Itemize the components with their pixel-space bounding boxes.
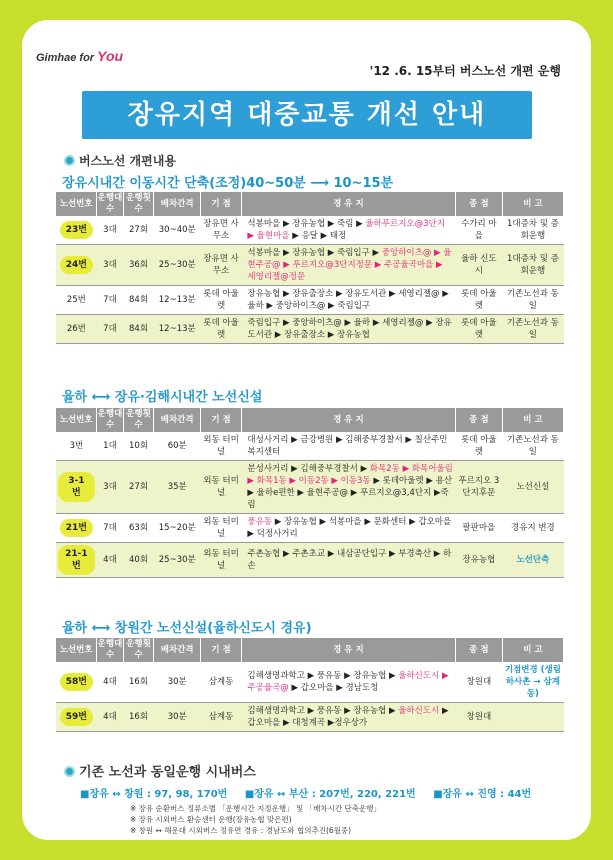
route-number [56, 514, 97, 543]
via-text: 주촌농협 ▶ 주촌초교 ▶ 내삼공단입구 ▶ 부경축산 ▶ 하손 [247, 549, 452, 571]
column-header: 운행대수 [97, 409, 123, 430]
dispatch-interval: 30분 [154, 662, 201, 703]
column-header: 배차간격 [154, 638, 201, 662]
route-table-2 [56, 408, 564, 578]
existing-routes [80, 785, 545, 800]
via-new-stops: 율하신도시 [398, 706, 440, 716]
column-header: 운행횟수 [123, 408, 154, 432]
table-row [56, 286, 564, 315]
run-count: 16회 [123, 703, 154, 732]
column-header: 운행횟수 [123, 638, 154, 662]
dispatch-interval: 15~20분 [154, 514, 201, 543]
route-number-label: 26번 [66, 324, 86, 334]
route-number-label: 21번 [60, 519, 93, 537]
table-row [56, 662, 564, 703]
column-header: 운행횟수 [123, 192, 154, 216]
table-row [56, 514, 564, 543]
start-point: 장유면 사무소 [201, 216, 242, 245]
vehicle-count: 7대 [97, 315, 123, 344]
end-point: 롯데 아울렛 [455, 286, 502, 315]
route-number [56, 703, 97, 732]
remarks: 기존노선과 동일 [502, 315, 563, 344]
remarks: 노선단축 [502, 543, 563, 578]
route-number-label: 24번 [60, 256, 93, 274]
bullet-icon [64, 766, 75, 777]
start-point: 외동 터미널 [201, 543, 242, 578]
vehicle-count: 4대 [97, 703, 123, 732]
vehicle-count: 1대 [97, 432, 123, 461]
end-point: 푸르지오 3단지후문 [455, 461, 502, 514]
route-changwon: ■장유 ↔ 창원 : 97, 98, 170번 [80, 789, 228, 800]
run-count: 63회 [123, 514, 154, 543]
route-number-label: 21-1번 [58, 545, 95, 575]
vehicle-count: 4대 [97, 543, 123, 578]
remarks: 노선신설 [502, 461, 563, 514]
via-stops [241, 216, 455, 245]
vehicle-count: 7대 [97, 286, 123, 315]
table-row [56, 703, 564, 732]
run-count: 10회 [123, 432, 154, 461]
via-new-stops: 중앙하이츠@ ▶ 율현주공@ ▶ 푸르지오@3단지정문 ▶ 주공율곡마을 ▶ 세영리젤@정문 [247, 248, 452, 282]
route-number-label: 3번 [69, 441, 84, 451]
via-text: 장유농협 ▶ 장유출장소 ▶ 장유도서관 ▶ 세영리젤@ ▶ 율하 ▶ 중앙하이츠@ ▶ 죽림입구 [247, 289, 449, 311]
vehicle-count: 3대 [97, 216, 123, 245]
vehicle-count: 3대 [97, 461, 123, 514]
table-row [56, 461, 564, 514]
remarks [502, 703, 563, 732]
via-text: 석봉마을 ▶ 장유농협 ▶ 죽림입구 ▶ [247, 248, 382, 258]
table-row [56, 315, 564, 344]
via-stops [241, 315, 455, 344]
flyer-page [22, 20, 591, 840]
run-count: 16회 [123, 662, 154, 703]
via-new-stops: 율하푸르지오@3단지 ▶ 율현마을 [247, 219, 445, 241]
column-header: 노선번호 [56, 192, 97, 216]
route-number-label: 3-1번 [58, 472, 95, 502]
via-stops [241, 461, 455, 514]
column-header: 경 유 지 [241, 638, 455, 662]
remarks: 기존노선과 동일 [502, 432, 563, 461]
column-header: 종 점 [455, 638, 502, 662]
end-point: 롯데 아울렛 [455, 315, 502, 344]
via-text: 대성사거리 ▶ 금강병원 ▶ 김해중부경찰서 ▶ 칠산주민복지센터 [247, 435, 448, 457]
end-point: 창원대 [455, 703, 502, 732]
vehicle-count: 7대 [97, 514, 123, 543]
run-count: 84회 [123, 315, 154, 344]
route-number-label: 25번 [66, 295, 86, 305]
dispatch-interval: 12~13분 [154, 286, 201, 315]
route-number [56, 245, 97, 286]
via-stops [241, 703, 455, 732]
footnotes [130, 803, 381, 836]
via-stops [241, 514, 455, 543]
route-number-label: 58번 [60, 673, 93, 691]
footnote: ※ 장유 순환버스 정류소별 「운행시간 지정운행」 및 「배차시간 단축운행」 [130, 804, 381, 813]
run-count: 40회 [123, 543, 154, 578]
route-number [56, 543, 97, 578]
vehicle-count: 4대 [97, 662, 123, 703]
via-stops [241, 543, 455, 578]
start-point: 외동 터미널 [201, 461, 242, 514]
page-title: 장유지역 대중교통 개선 안내 [82, 91, 532, 139]
start-point: 외동 터미널 [201, 514, 242, 543]
column-header: 종 점 [455, 408, 502, 432]
route-heading-1: 장유시내간 이동시간 단축(조정)40~50분 ⟶ 10~15분 [62, 176, 394, 191]
route-number [56, 216, 97, 245]
via-text: ▶ 갑오마을 ▶ 경남도청 [288, 683, 379, 693]
dispatch-interval: 25~30분 [154, 245, 201, 286]
route-heading-2: 율하 ⟷ 장유·김해시내간 노선신설 [62, 390, 263, 405]
run-count: 27회 [123, 461, 154, 514]
column-header: 운행대수 [97, 193, 123, 214]
via-new-stops: 율하신도시 ▶ 주공율곡@ [247, 671, 449, 693]
run-count: 84회 [123, 286, 154, 315]
via-new-stops: 화목2동 ▶ 화목어울림 ▶ 화목1동 ▶ 이동2동 ▶ 이동3동 [247, 464, 453, 486]
via-text: 죽림입구 ▶ 중앙하이츠@ ▶ 율하 ▶ 세영리젤@ ▶ 장유도서관 ▶ 장유출장소 ▶ 장유농협 [247, 318, 452, 340]
column-header: 경 유 지 [241, 408, 455, 432]
remarks: 경유지 변경 [502, 514, 563, 543]
start-point: 삼계동 [201, 662, 242, 703]
gimhae-logo: Gimhae for You [36, 48, 124, 64]
dispatch-interval: 25~30분 [154, 543, 201, 578]
route-number [56, 315, 97, 344]
dispatch-interval: 30분 [154, 703, 201, 732]
table-header-row [56, 638, 564, 662]
via-text: 김해생명과학고 ▶ 풍유동 ▶ 장유농협 ▶ [247, 706, 399, 716]
run-count: 36회 [123, 245, 154, 286]
end-point: 장유농협 [455, 543, 502, 578]
effective-date: '12 .6. 15부터 버스노선 개편 운행 [369, 64, 561, 78]
column-header: 노선번호 [56, 408, 97, 432]
column-header: 기 점 [201, 192, 242, 216]
via-stops [241, 662, 455, 703]
column-header: 비 고 [502, 638, 563, 662]
via-text: ▶ 장유농협 ▶ 석봉마을 ▶ 문화센터 ▶ 갑오마을 ▶ 덕정사거리 [247, 517, 452, 539]
route-busan: ■장유 ↔ 부산 : 207번, 220, 221번 [244, 789, 416, 800]
dispatch-interval: 12~13분 [154, 315, 201, 344]
end-point: 수가리 마을 [455, 216, 502, 245]
end-point: 롯데 아울렛 [455, 432, 502, 461]
start-point: 롯데 아울렛 [201, 315, 242, 344]
route-number [56, 461, 97, 514]
route-number [56, 432, 97, 461]
column-header: 배차간격 [154, 408, 201, 432]
via-text: 석봉마을 ▶ 장유농협 ▶ 죽림 ▶ [247, 219, 366, 229]
remarks: 1대증차 및 증회운행 [502, 245, 563, 286]
section-heading-route-changes: 버스노선 개편내용 [64, 152, 176, 169]
vehicle-count: 3대 [97, 245, 123, 286]
route-number [56, 286, 97, 315]
via-stops [241, 432, 455, 461]
remarks: 기존노선과 동일 [502, 286, 563, 315]
table-header-row [56, 192, 564, 216]
section-heading-existing: 기존 노선과 동일운행 시내버스 [64, 761, 256, 780]
route-jinyeong: ■장유 ↔ 진영 : 44번 [433, 789, 532, 800]
via-stops [241, 286, 455, 315]
column-header: 배차간격 [154, 192, 201, 216]
footnote: ※ 장유 시외버스 환승센터 운행(장유농협 맞은편) [130, 815, 292, 824]
table-row [56, 216, 564, 245]
via-text: ▶ 갑오마을 ▶ 대청계곡 ▶정우상가 [247, 706, 449, 728]
via-new-stops: 풍유동 [247, 517, 273, 527]
column-header: 기 점 [201, 638, 242, 662]
end-point: 창원대 [455, 662, 502, 703]
dispatch-interval: 35분 [154, 461, 201, 514]
route-table-1 [56, 192, 564, 344]
column-header: 종 점 [455, 192, 502, 216]
route-number-label: 23번 [60, 221, 93, 239]
bullet-icon [64, 155, 75, 166]
table-row [56, 543, 564, 578]
column-header: 비 고 [502, 408, 563, 432]
run-count: 27회 [123, 216, 154, 245]
route-number [56, 662, 97, 703]
start-point: 삼계동 [201, 703, 242, 732]
dispatch-interval: 60분 [154, 432, 201, 461]
via-text: ▶ 응달 ▶ 태정 [289, 231, 347, 241]
route-table-3 [56, 638, 564, 732]
via-text: 분성사거리 ▶ 김해중부경찰서 ▶ [247, 464, 370, 474]
table-row [56, 432, 564, 461]
start-point: 장유면 사무소 [201, 245, 242, 286]
route-number-label: 59번 [60, 708, 93, 726]
end-point: 율하 신도시 [455, 245, 502, 286]
column-header: 기 점 [201, 408, 242, 432]
footnote: ※ 창원 ↔ 해운대 시외버스 정유면 경유 : 경남도와 협의추진(6월중) [130, 826, 352, 835]
dispatch-interval: 30~40분 [154, 216, 201, 245]
column-header: 비 고 [502, 192, 563, 216]
start-point: 외동 터미널 [201, 432, 242, 461]
column-header: 운행대수 [97, 639, 123, 660]
table-row [56, 245, 564, 286]
end-point: 팔판마을 [455, 514, 502, 543]
remarks: 기점변경 (생림하사촌 → 삼계동) [502, 662, 563, 703]
route-heading-3: 율하 ⟷ 창원간 노선신설(율하신도시 경유) [62, 621, 312, 636]
via-stops [241, 245, 455, 286]
column-header: 경 유 지 [241, 192, 455, 216]
remarks: 1대증차 및 증회운행 [502, 216, 563, 245]
start-point: 롯데 아울렛 [201, 286, 242, 315]
table-header-row [56, 408, 564, 432]
column-header: 노선번호 [56, 638, 97, 662]
via-text: 김해생명과학고 ▶ 풍유동 ▶ 장유농협 ▶ [247, 671, 399, 681]
via-text: ▶ 롯데아울렛 ▶ 용산 ▶ 율하e편한 ▶ 율현주공@ ▶ 푸르지오@3,4단지 ▶죽림 [247, 476, 453, 510]
